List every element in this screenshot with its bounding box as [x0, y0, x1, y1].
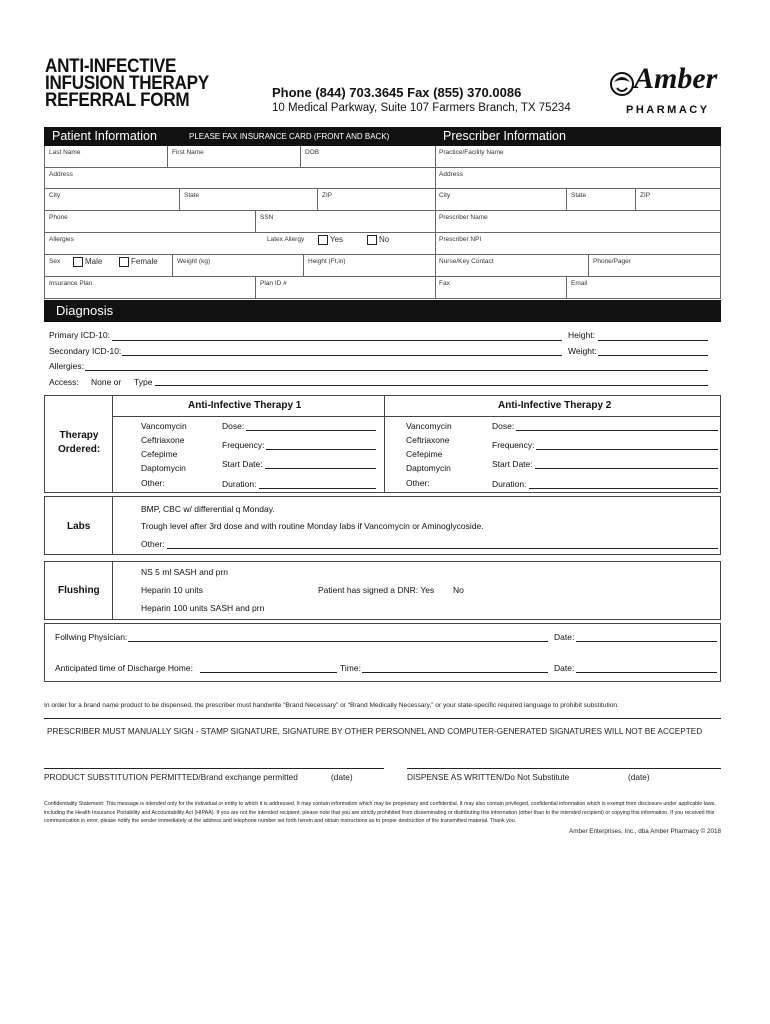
plan-id-field[interactable]: Plan ID #	[256, 277, 436, 299]
t2-duration-label: Duration:	[492, 479, 527, 489]
discharge-date-input[interactable]	[576, 672, 717, 673]
dob-field[interactable]: DOB	[301, 146, 436, 168]
patient-heading: Patient Information	[52, 129, 157, 143]
t2-drug-other[interactable]: Other:	[406, 478, 430, 488]
primary-icd-label: Primary ICD-10:	[49, 330, 110, 340]
therapy-divider-left	[112, 395, 113, 493]
prescriber-address-field[interactable]: Address	[435, 168, 721, 189]
ssn-field[interactable]: SSN	[256, 211, 436, 233]
sex-female[interactable]: Female	[119, 257, 158, 267]
dx-height-label: Height:	[568, 330, 595, 340]
flushing-divider	[112, 561, 113, 620]
t2-dose-input[interactable]	[516, 430, 718, 431]
prescriber-zip-field[interactable]: ZIP	[636, 189, 721, 211]
dx-weight-label: Weight:	[568, 346, 597, 356]
phone-fax: Phone (844) 703.3645 Fax (855) 370.0086	[272, 85, 522, 100]
prescriber-heading: Prescriber Information	[443, 129, 566, 143]
labs-line-2[interactable]: Trough level after 3rd dose and with routine Monday labs if Vancomycin or Aminoglycoside.	[141, 521, 484, 531]
allergies-field[interactable]: Allergies Latex Allergy Yes No	[45, 233, 436, 255]
prescriber-city-field[interactable]: City	[435, 189, 567, 211]
prescriber-fax-field[interactable]: Fax	[435, 277, 567, 299]
follow-physician-label: Follwing Physician:	[55, 632, 128, 642]
t2-drug-ceftriaxone[interactable]: Ceftriaxone	[406, 435, 450, 445]
daw-signature[interactable]	[407, 768, 721, 769]
sign-note: PRESCRIBER MUST MANUALLY SIGN - STAMP SIGNATURE, SIGNATURE BY OTHER PERSONNEL AND COMPUTER-GENERATED SIGNATURES WILL NOT BE ACCEPTED	[47, 727, 703, 736]
patient-phone-field[interactable]: Phone	[45, 211, 256, 233]
discharge-time-label: Time:	[340, 663, 361, 673]
confidentiality-statement: Confidentiality Statement: This message is intended only for the individual or entity to which it is addressed. It may contain information which may be proprietary and confidential. It may also contain privileged, confidential information which is exempt from disclosure under applicable laws, including the Health Insurance Portability and Accountability Act (HIPAA). If you are not the intended recipient, please note that you are strictly prohibited from disseminating or distributing this information (other than to the intended recipient) or copying this information. If you received this communication in error, please notify the sender immediately at the address and telephone number set forth herein and obtain instructions as to proper destruction of the transmitted material. Thank you.	[44, 801, 716, 824]
prescriber-email-field[interactable]: Email	[567, 277, 721, 299]
therapy-header-line	[112, 416, 721, 417]
follow-box	[44, 623, 721, 682]
access-type-label: Type	[134, 377, 153, 387]
prescriber-state-field[interactable]: State	[567, 189, 636, 211]
diagnosis-heading: Diagnosis	[56, 303, 114, 318]
insurance-plan-field[interactable]: Insurance Plan	[45, 277, 256, 299]
t1-duration-label: Duration:	[222, 479, 257, 489]
t1-drug-cefepime[interactable]: Cefepime	[141, 449, 178, 459]
t2-start-input[interactable]	[535, 468, 718, 469]
diagnosis-bar	[44, 300, 721, 322]
sex-field: Sex Male Female	[45, 255, 173, 277]
discharge-time-input[interactable]	[362, 672, 548, 673]
male-checkbox[interactable]	[73, 257, 83, 267]
flushing-line-1[interactable]: NS 5 ml SASH and prn	[141, 567, 228, 577]
follow-date-label: Date:	[554, 632, 575, 642]
t2-frequency-label: Frequency:	[492, 440, 535, 450]
access-label: Access:	[49, 377, 79, 387]
t2-start-label: Start Date:	[492, 459, 533, 469]
nurse-contact-field[interactable]: Nurse/Key Contact	[435, 255, 589, 277]
section-bar	[44, 127, 721, 146]
sub-date-label: (date)	[331, 772, 353, 782]
female-checkbox[interactable]	[119, 257, 129, 267]
labs-divider	[112, 496, 113, 555]
dx-allergies-input[interactable]	[85, 370, 708, 371]
logo-word: Amber	[634, 62, 718, 95]
fax-insurance-note: PLEASE FAX INSURANCE CARD (FRONT AND BACK)	[189, 132, 390, 141]
dx-height-input[interactable]	[598, 340, 708, 341]
t2-dose-label: Dose:	[492, 421, 515, 431]
primary-icd-input[interactable]	[112, 340, 562, 341]
labs-label: Labs	[67, 521, 91, 532]
access-type-input[interactable]	[155, 385, 708, 386]
flushing-line-3[interactable]: Heparin 100 units SASH and prn	[141, 603, 265, 613]
latex-yes[interactable]: Yes	[318, 235, 343, 245]
flushing-line-2[interactable]: Heparin 10 units	[141, 585, 203, 595]
discharge-label: Anticipated time of Discharge Home:	[55, 663, 193, 673]
brand-note: In order for a brand name product to be dispensed, the prescriber must handwrite “Brand Necessary” or “Brand Medically Necessary,” or your state-specific required language to prohibit substitution:	[44, 702, 619, 709]
therapy-label-2: Ordered:	[58, 444, 101, 455]
dx-allergies-label: Allergies:	[49, 361, 84, 371]
daw-label: DISPENSE AS WRITTEN/Do Not Substitute	[407, 772, 570, 782]
practice-name-field[interactable]: Practice/Facility Name	[435, 146, 721, 168]
dnr-yes[interactable]: Patient has signed a DNR: Yes	[318, 585, 435, 595]
sub-permitted-signature[interactable]	[44, 768, 384, 769]
amber-logo	[608, 62, 726, 120]
patient-address-field[interactable]: Address	[45, 168, 436, 189]
sub-permitted-label: PRODUCT SUBSTITUTION PERMITTED/Brand exchange permitted	[44, 772, 298, 782]
copyright: Amber Enterprises, Inc., dba Amber Pharmacy © 2018	[569, 828, 721, 835]
labs-line-1[interactable]: BMP, CBC w/ differential q Monday.	[141, 504, 275, 514]
therapy-2-title: Anti-Infective Therapy 2	[498, 400, 612, 411]
t1-drug-ceftriaxone[interactable]: Ceftriaxone	[141, 435, 185, 445]
t2-frequency-input[interactable]	[536, 449, 718, 450]
secondary-icd-label: Secondary ICD-10:	[49, 346, 122, 356]
patient-zip-field[interactable]: ZIP	[318, 189, 436, 211]
patient-state-field[interactable]: State	[180, 189, 318, 211]
t2-duration-input[interactable]	[529, 488, 718, 489]
patient-city-field[interactable]: City	[45, 189, 180, 211]
t1-drug-other[interactable]: Other:	[141, 478, 165, 488]
therapy-label-1: Therapy	[59, 430, 99, 441]
form-title	[45, 58, 209, 109]
title-line-3: REFERRAL FORM	[45, 90, 190, 111]
secondary-icd-input[interactable]	[122, 355, 562, 356]
t1-dose-input[interactable]	[246, 430, 376, 431]
t1-frequency-label: Frequency:	[222, 440, 265, 450]
therapy-divider-mid	[384, 395, 385, 493]
t2-drug-daptomycin[interactable]: Daptomycin	[406, 463, 451, 473]
labs-other-label: Other:	[141, 539, 165, 549]
daw-date-label: (date)	[628, 772, 650, 782]
prescriber-npi-field[interactable]: Prescriber NPI	[435, 233, 721, 255]
labs-other-input[interactable]	[167, 548, 718, 549]
prescriber-grid	[435, 146, 721, 299]
last-name-field[interactable]: Last Name	[45, 146, 168, 168]
discharge-input[interactable]	[200, 672, 337, 673]
latex-label: Latex Allergy	[267, 236, 305, 243]
flushing-label: Flushing	[58, 585, 100, 596]
prescriber-name-field[interactable]: Prescriber Name	[435, 211, 721, 233]
t1-drug-daptomycin[interactable]: Daptomycin	[141, 463, 186, 473]
height-field[interactable]: Height (Ft,in)	[304, 255, 436, 277]
latex-no[interactable]: No	[367, 235, 389, 245]
dx-weight-input[interactable]	[598, 355, 708, 356]
t1-start-label: Start Date:	[222, 459, 263, 469]
weight-field[interactable]: Weight (kg)	[173, 255, 304, 277]
sex-male[interactable]: Male	[73, 257, 102, 267]
t1-start-input[interactable]	[265, 468, 376, 469]
latex-yes-checkbox[interactable]	[318, 235, 328, 245]
t1-dose-label: Dose:	[222, 421, 245, 431]
access-none-or[interactable]: None or	[91, 377, 122, 387]
title-line-1: ANTI-INFECTIVE	[45, 56, 177, 77]
title-line-2: INFUSION THERAPY	[45, 73, 209, 94]
t2-drug-cefepime[interactable]: Cefepime	[406, 449, 443, 459]
follow-date-input[interactable]	[576, 641, 717, 642]
latex-no-checkbox[interactable]	[367, 235, 377, 245]
dnr-no[interactable]: No	[453, 585, 464, 595]
t2-drug-vancomycin[interactable]: Vancomycin	[406, 421, 452, 431]
first-name-field[interactable]: First Name	[168, 146, 301, 168]
therapy-1-title: Anti-Infective Therapy 1	[188, 400, 302, 411]
logo-sub: PHARMACY	[626, 104, 710, 116]
discharge-date-label: Date:	[554, 663, 575, 673]
patient-grid	[44, 146, 436, 299]
pharmacy-address: 10 Medical Parkway, Suite 107 Farmers Branch, TX 75234	[272, 102, 571, 114]
follow-physician-input[interactable]	[128, 641, 548, 642]
brand-signature-line[interactable]	[44, 718, 721, 719]
t1-duration-input[interactable]	[259, 488, 376, 489]
phone-pager-field[interactable]: Phone/Pager	[589, 255, 721, 277]
t1-drug-vancomycin[interactable]: Vancomycin	[141, 421, 187, 431]
t1-frequency-input[interactable]	[266, 449, 376, 450]
